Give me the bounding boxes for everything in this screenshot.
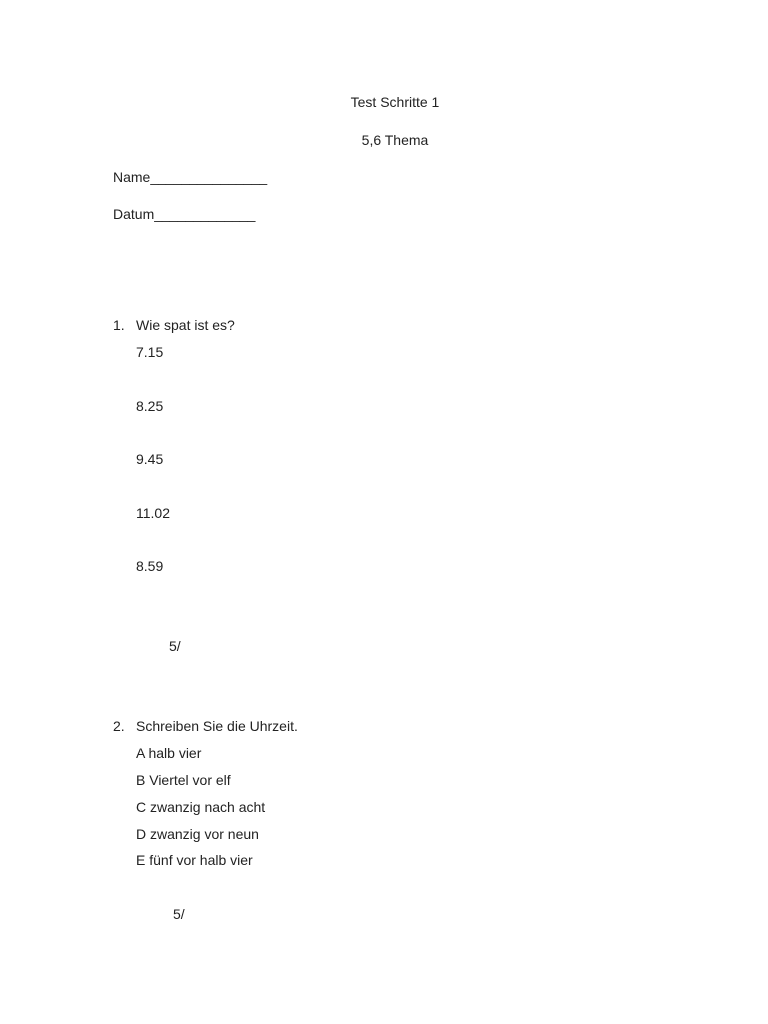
name-field-line: Name_______________: [113, 169, 268, 185]
question-1-prompt: Wie spat ist es?: [136, 317, 235, 333]
answer-item: C zwanzig nach acht: [136, 799, 266, 815]
document-title: Test Schritte 1: [350, 94, 440, 110]
answer-item: D zwanzig vor neun: [136, 826, 259, 842]
answer-item: A halb vier: [136, 745, 202, 761]
time-item: 8.59: [136, 558, 164, 574]
time-item: 7.15: [136, 344, 164, 360]
document-subtitle: 5,6 Thema: [361, 132, 429, 148]
answer-item: E fünf vor halb vier: [136, 852, 253, 868]
time-item: 11.02: [136, 505, 170, 521]
time-item: 8.25: [136, 398, 164, 414]
question-2-score: 5/: [173, 906, 185, 922]
question-1-number: 1.: [113, 317, 125, 333]
answer-item: B Viertel vor elf: [136, 772, 231, 788]
question-2-prompt: Schreiben Sie die Uhrzeit.: [136, 718, 298, 734]
time-item: 9.45: [136, 451, 164, 467]
question-1-score: 5/: [169, 638, 181, 654]
date-field-line: Datum_____________: [113, 206, 256, 222]
question-2-number: 2.: [113, 718, 125, 734]
